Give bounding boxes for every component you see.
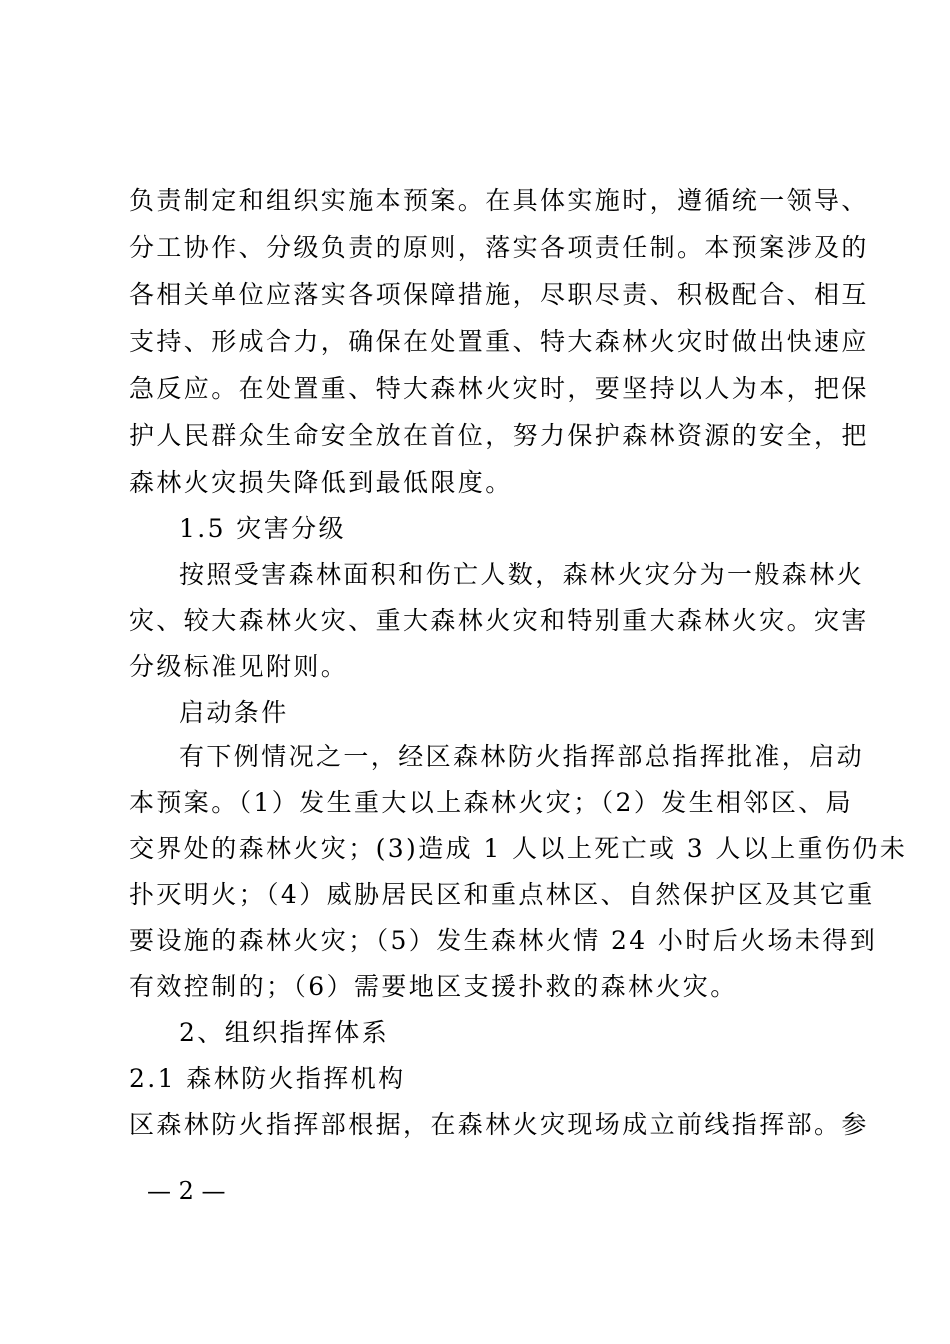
paragraph-1-line-1: 负责制定和组织实施本预案。在具体实施时，遵循统一领导、 <box>129 186 869 215</box>
section-heading-start-conditions: 启动条件 <box>179 698 289 727</box>
paragraph-3-line-6: 有效控制的；（6）需要地区支援扑救的森林火灾。 <box>129 972 738 1001</box>
paragraph-1-line-6: 护人民群众生命安全放在首位，努力保护森林资源的安全，把 <box>129 421 869 450</box>
section-heading-2-1: 2.1 森林防火指挥机构 <box>129 1064 406 1093</box>
paragraph-2-line-3: 分级标准见附则。 <box>129 652 349 681</box>
section-heading-1-5: 1.5 灾害分级 <box>179 514 346 543</box>
paragraph-1-line-4: 支持、形成合力，确保在处置重、特大森林火灾时做出快速应 <box>129 327 869 356</box>
paragraph-1-line-3: 各相关单位应落实各项保障措施，尽职尽责、积极配合、相互 <box>129 280 869 309</box>
paragraph-3-line-3: 交界处的森林火灾；(3)造成 1 人以上死亡或 3 人以上重伤仍未 <box>129 834 908 863</box>
page-number: — 2 — <box>147 1177 226 1205</box>
paragraph-1-line-5: 急反应。在处置重、特大森林火灾时，要坚持以人为本，把保 <box>129 374 869 403</box>
paragraph-1-line-7: 森林火灾损失降低到最低限度。 <box>129 468 513 497</box>
paragraph-4-line-1: 区森林防火指挥部根据，在森林火灾现场成立前线指挥部。参 <box>129 1110 869 1139</box>
paragraph-3-line-2: 本预案。（1）发生重大以上森林火灾；（2）发生相邻区、局 <box>129 788 854 817</box>
paragraph-1-line-2: 分工协作、分级负责的原则，落实各项责任制。本预案涉及的 <box>129 233 869 262</box>
paragraph-3-line-4: 扑灭明火；（4）威胁居民区和重点林区、自然保护区及其它重 <box>129 880 875 909</box>
paragraph-2-line-1: 按照受害森林面积和伤亡人数，森林火灾分为一般森林火 <box>179 560 865 589</box>
paragraph-2-line-2: 灾、较大森林火灾、重大森林火灾和特别重大森林火灾。灾害 <box>129 606 869 635</box>
paragraph-3-line-1: 有下例情况之一，经区森林防火指挥部总指挥批准，启动 <box>179 742 865 771</box>
section-heading-2: 2、组织指挥体系 <box>179 1018 390 1047</box>
paragraph-3-line-5: 要设施的森林火灾；（5）发生森林火情 24 小时后火场未得到 <box>129 926 878 955</box>
